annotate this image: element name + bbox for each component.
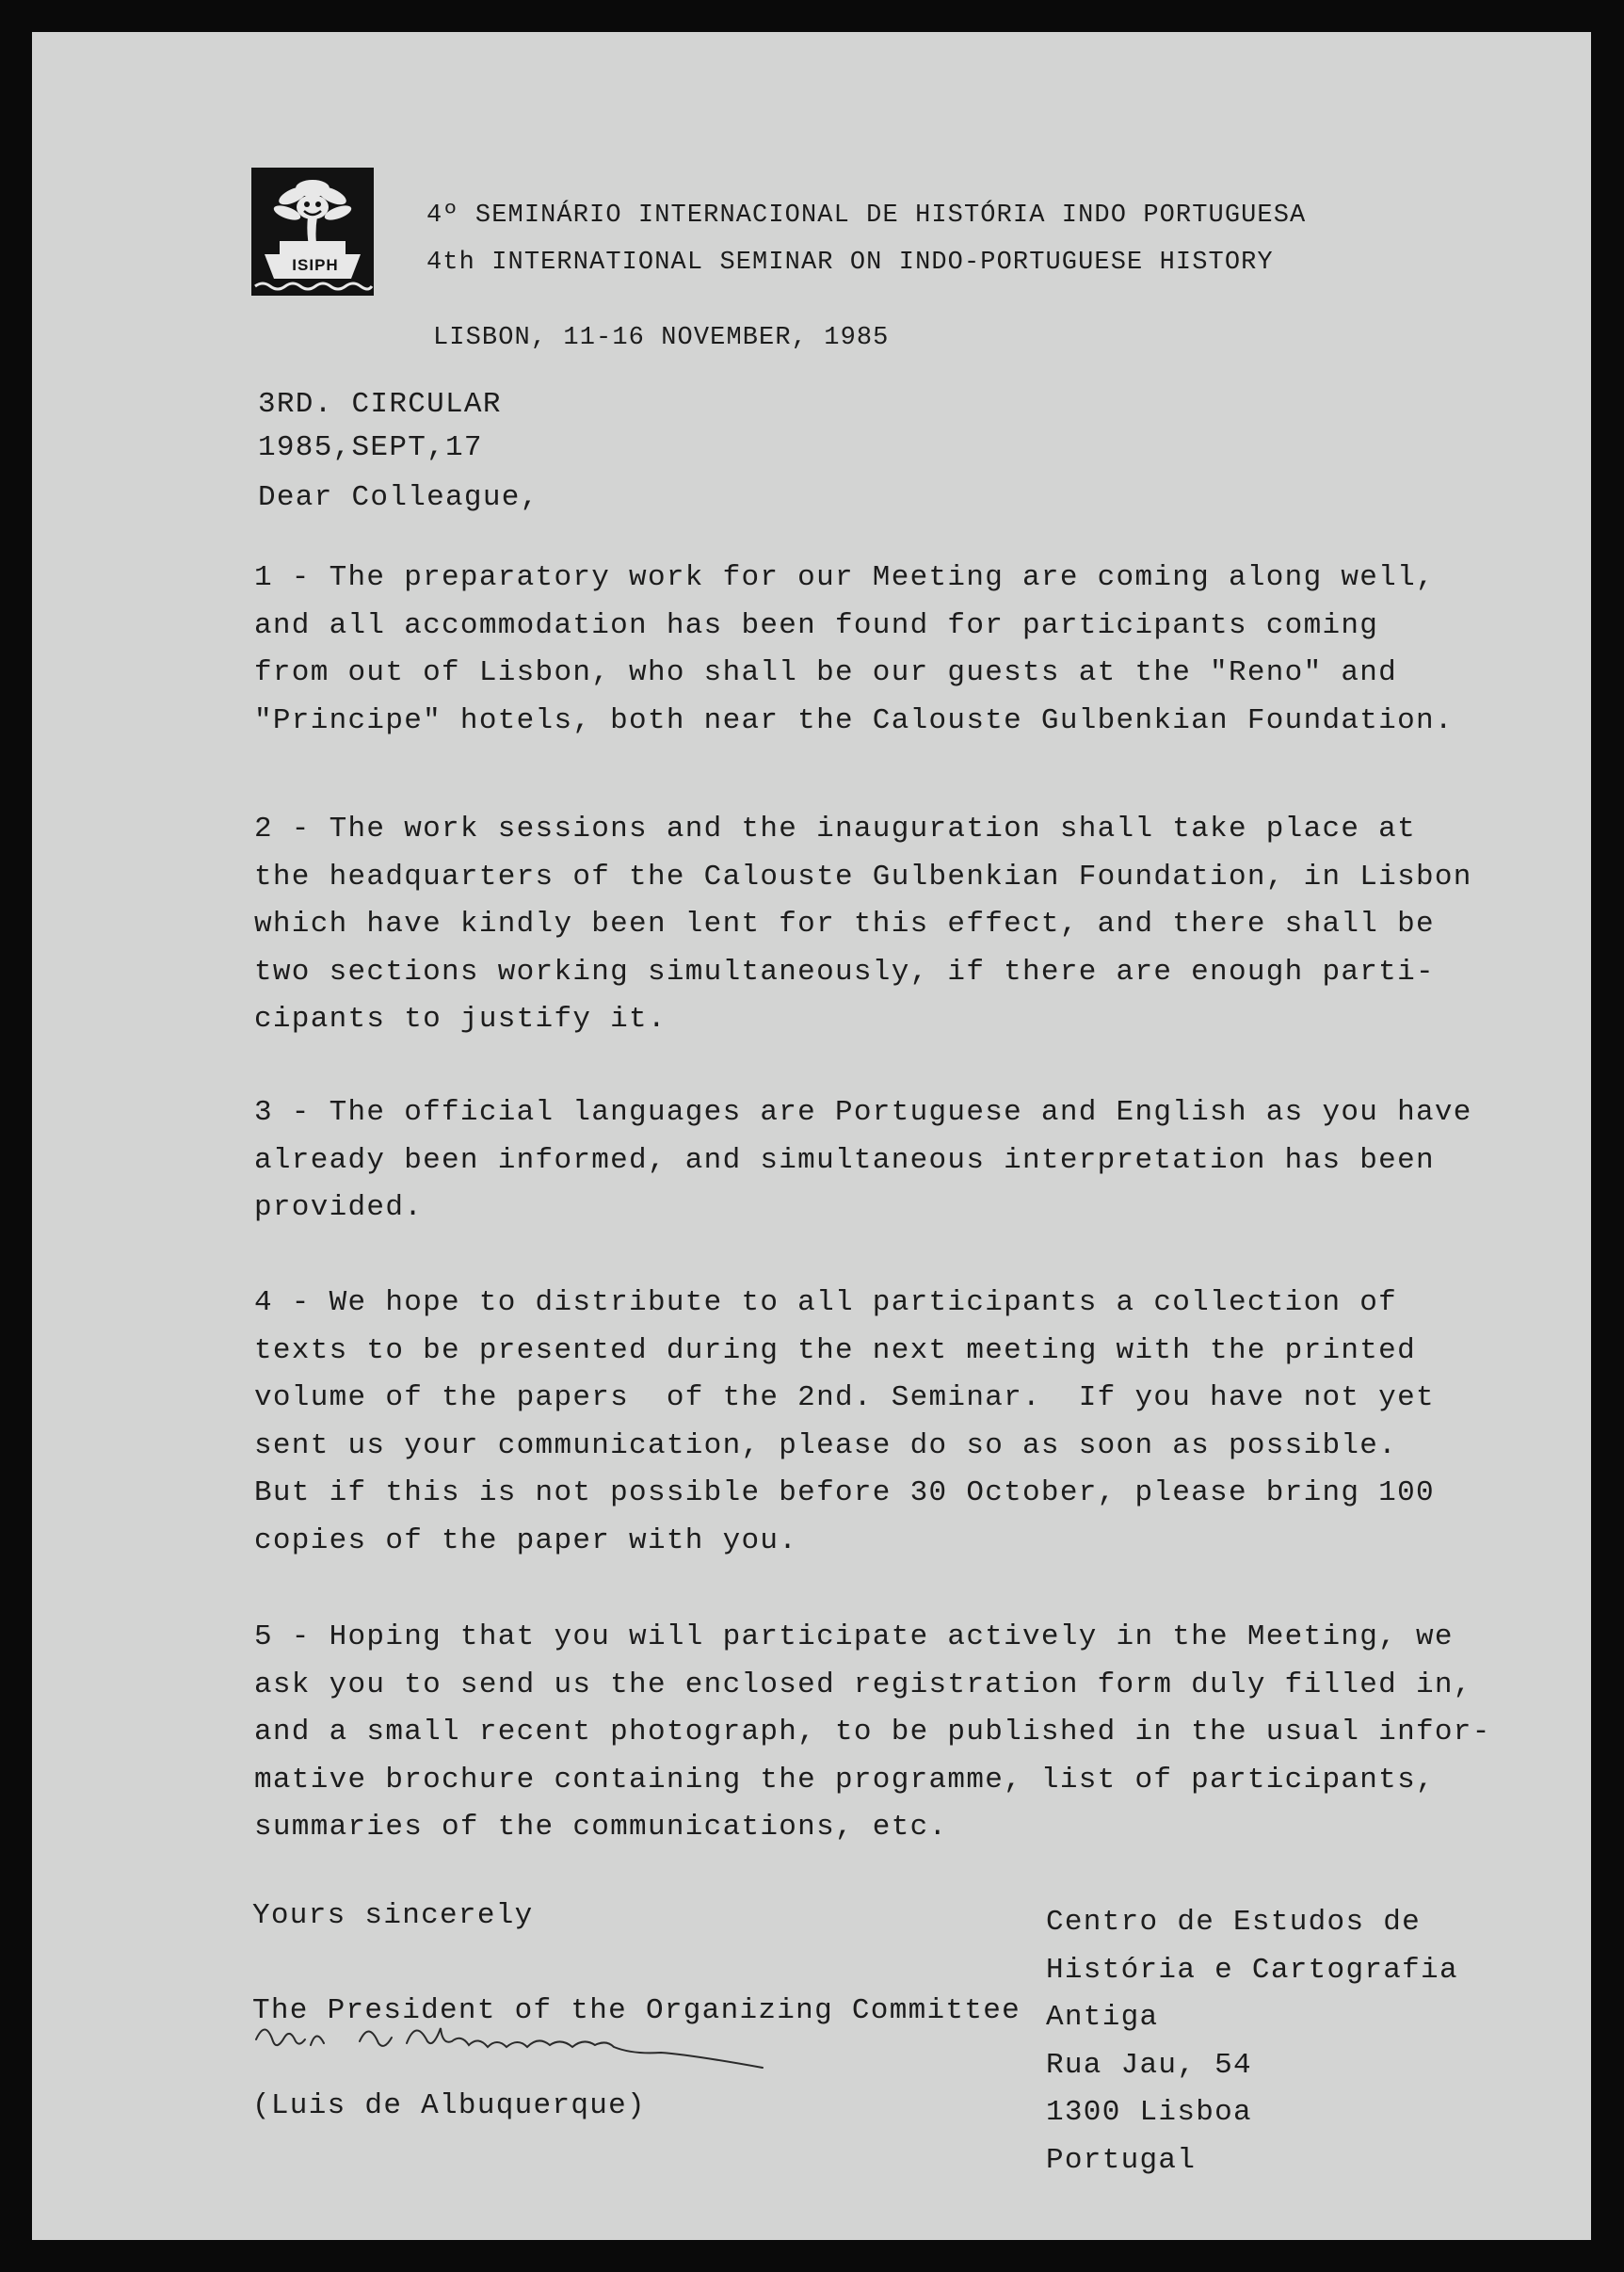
address-line: História e Cartografia: [1046, 1953, 1458, 1987]
paragraph-1: [254, 555, 1454, 745]
palm-ship-logo-icon: [251, 168, 374, 296]
paragraph-line: and a small recent photograph, to be published in the usual infor-: [254, 1716, 1491, 1748]
salutation: Dear Colleague,: [258, 481, 539, 514]
valediction: Yours sincerely: [252, 1899, 534, 1932]
paragraph-line: already been informed, and simultaneous interpretation has been: [254, 1143, 1435, 1177]
header-title-en: 4th INTERNATIONAL SEMINAR ON INDO-PORTUGUESE HISTORY: [426, 249, 1274, 277]
address-line: 1300 Lisboa: [1046, 2096, 1252, 2129]
paragraph-line: 1 - The preparatory work for our Meeting are coming along well,: [254, 561, 1435, 594]
letter-page: [32, 32, 1591, 2240]
paragraph-5: [254, 1614, 1491, 1852]
signature-icon: [218, 2000, 764, 2085]
signatory-title: The President of the Organizing Committee: [252, 1994, 1021, 2027]
paragraph-line: 3 - The official languages are Portuguese and English as you have: [254, 1096, 1472, 1129]
paragraph-line: 2 - The work sessions and the inauguration shall take place at: [254, 813, 1416, 846]
paragraph-line: the headquarters of the Calouste Gulbenkian Foundation, in Lisbon: [254, 860, 1472, 894]
paragraph-line: from out of Lisbon, who shall be our guests at the "Reno" and: [254, 656, 1398, 689]
paragraph-line: "Principe" hotels, both near the Calouste Gulbenkian Foundation.: [254, 703, 1454, 737]
paragraph-line: 5 - Hoping that you will participate actively in the Meeting, we: [254, 1620, 1454, 1653]
paragraph-line: volume of the papers of the 2nd. Seminar. If you have not yet: [254, 1381, 1435, 1414]
paragraph-line: sent us your communication, please do so as soon as possible.: [254, 1428, 1398, 1462]
letter-date: 1985,SEPT,17: [258, 431, 483, 464]
paragraph-2: [254, 806, 1472, 1044]
header-title-pt: 4º SEMINÁRIO INTERNACIONAL DE HISTÓRIA INDO PORTUGUESA: [426, 201, 1307, 230]
address-line: Rua Jau, 54: [1046, 2048, 1252, 2082]
address-line: Portugal: [1046, 2143, 1197, 2177]
paragraph-line: two sections working simultaneously, if there are enough parti-: [254, 955, 1435, 989]
paragraph-line: copies of the paper with you.: [254, 1523, 798, 1557]
paragraph-line: texts to be presented during the next meeting with the printed: [254, 1333, 1416, 1367]
sender-address: [1046, 1899, 1458, 2184]
header-place-date: LISBON, 11-16 NOVEMBER, 1985: [433, 324, 890, 352]
address-line: Centro de Estudos de: [1046, 1906, 1422, 1939]
circular-number: 3RD. CIRCULAR: [258, 388, 502, 421]
paragraph-line: 4 - We hope to distribute to all participants a collection of: [254, 1286, 1398, 1319]
handwritten-signature: [218, 2000, 764, 2085]
logo-label: ISIPH: [292, 256, 339, 274]
signatory-name: (Luis de Albuquerque): [252, 2089, 646, 2122]
seminar-logo: [251, 168, 374, 296]
paragraph-line: cipants to justify it.: [254, 1003, 667, 1036]
paragraph-3: [254, 1089, 1472, 1233]
address-line: Antiga: [1046, 2001, 1159, 2034]
paragraph-line: mative brochure containing the programme, list of participants,: [254, 1763, 1435, 1797]
paragraph-line: But if this is not possible before 30 October, please bring 100: [254, 1476, 1435, 1509]
paragraph-line: which have kindly been lent for this effect, and there shall be: [254, 908, 1435, 941]
paragraph-line: and all accommodation has been found for participants coming: [254, 608, 1379, 642]
paragraph-line: summaries of the communications, etc.: [254, 1811, 948, 1844]
paragraph-4: [254, 1280, 1435, 1565]
paragraph-line: provided.: [254, 1191, 424, 1224]
paragraph-line: ask you to send us the enclosed registration form duly filled in,: [254, 1668, 1472, 1701]
